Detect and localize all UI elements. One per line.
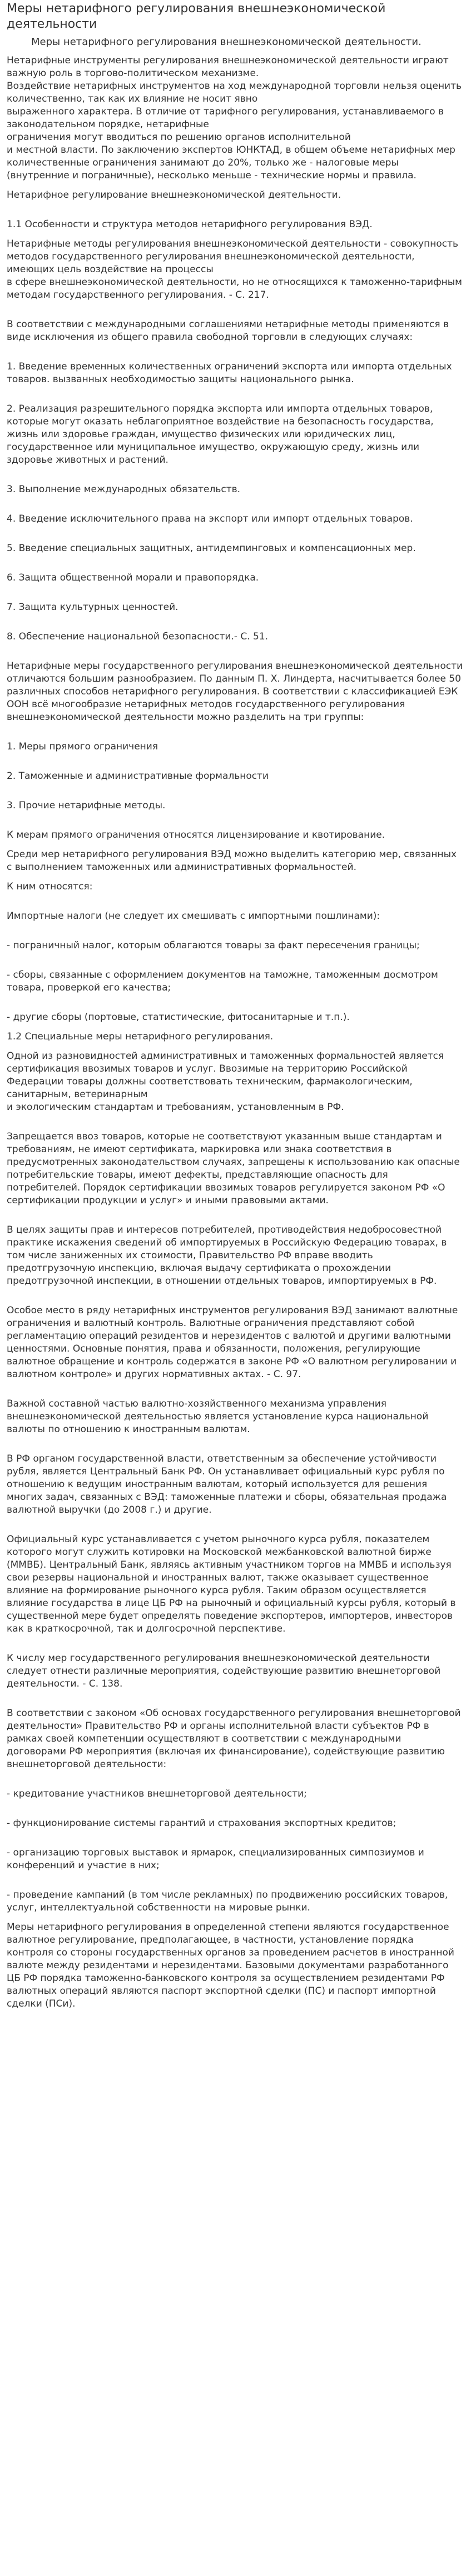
list-item: - другие сборы (портовые, статистические, фитосанитарные и т.п.). (7, 1012, 350, 1023)
paragraph: К числу мер государственного регулирования внешнеэкономической деятельности следует отнести различные мероприятия, содействующие развитию внешнеторговой деятельности. - С. 138. (7, 1653, 441, 1689)
list-item: 3. Прочие нетарифные методы. (7, 800, 166, 811)
list-item: 4. Введение исключительного права на экспорт или импорт отдельных товаров. (7, 513, 413, 524)
paragraph: В соответствии с законом «Об основах государственного регулирования внешнеторговой деятельности» Правительство РФ и органы исполнительной власти субъектов РФ в рамках своей компетенции осуществляют в соответствии с международными договорами РФ мероприятия (включая их финансирование), содействующие развитию внешнеторговой деятельности: (7, 1708, 461, 1770)
paragraph: Среди мер нетарифного регулирования ВЭД можно выделить категорию мер, связанных с выполнением таможенных или административных формальностей. (7, 849, 457, 873)
paragraph: В целях защиты прав и интересов потребителей, противодействия недобросовестной практике искажения сведений об импортируемых в Российскую Федерацию товарах, в том числе заниженных их стоимости, Правительство РФ вправе вводить предотгрузочную инспекцию, включая выдачу сертификата о прохождении предотгрузочной инспекции, в отношении отдельных товаров, импортируемых в РФ. (7, 1224, 447, 1287)
list-item: 1. Меры прямого ограничения (7, 741, 158, 752)
paragraph: Одной из разновидностей административных и таможенных формальностей является сертификация ввозимых товаров и услуг. Ввозимые на территорию Российской Федерации товары должны соответствовать техническим, фармакологическим, санитарным, ветеринарным и экологическим стандартам и требованиям, установленным в РФ. (7, 1051, 444, 1113)
paragraph: Особое место в ряду нетарифных инструментов регулирования ВЭД занимают валютные ограничения и валютный контроль. Валютные ограничения представляют собой регламентацию операций резидентов и нерезидентов с валютой и другими валютными ценностями. Основные понятия, права и обязанности, положения, регулирующие валютное обращение и контроль содержатся в законе РФ «О валютном регулировании и валютном контроле» и других нормативных актах. - С. 97. (7, 1305, 458, 1380)
list-item: - функционирование системы гарантий и страхования экспортных кредитов; (7, 1818, 396, 1829)
page-subtitle: Меры нетарифного регулирования внешнеэкономической деятельности. (31, 36, 422, 48)
section-heading: 1.1 Особенности и структура методов нетарифного регулирования ВЭД. (7, 219, 373, 230)
list-item: 1. Введение временных количественных ограничений экспорта или импорта отдельных товаров. вызванных необходимостью защиты национального рынка. (7, 361, 452, 385)
list-item: 7. Защита культурных ценностей. (7, 602, 179, 613)
paragraph: Нетарифные методы регулирования внешнеэкономической деятельности - совокупность методов государственного регулирования внешнеэкономической деятельности, имеющих цель воздействие на процессы в сфере внешнеэкономической деятельности, но не относящихся к таможенно-тарифным методам государственного регулирования. - С. 217. (7, 238, 463, 301)
list-item: - организацию торговых выставок и ярмарок, специализированных симпозиумов и конференций и участие в них; (7, 1847, 424, 1871)
paragraph: Меры нетарифного регулирования в определенной степени являются государственное валютное регулирование, предполагающее, в частности, установление порядка контроля со стороны государственных органов за проведением расчетов в иностранной валюте между резидентами и нерезидентами. Базовыми документами разработанного ЦБ РФ порядка таможенно-банковского контроля за осуществлением резидентами РФ валютных операций являются паспорт экспортной сделки (ПС) и паспорт импортной сделки (ПСи). (7, 1922, 454, 2009)
paragraph: Важной составной частью валютно-хозяйственного механизма управления внешнеэкономической деятельностью является установление курса национальной валюты по отношению к иностранным валютам. (7, 1398, 429, 1435)
list-item: 8. Обеспечение национальной безопасности.- С. 51. (7, 631, 269, 642)
paragraph: К мерам прямого ограничения относятся лицензирование и квотирование. (7, 829, 385, 841)
list-item: - пограничный налог, которым облагаются товары за факт пересечения границы; (7, 940, 420, 951)
paragraph: К ним относятся: (7, 881, 93, 892)
list-item: - кредитование участников внешнеторговой деятельности; (7, 1788, 307, 1799)
list-item: 6. Защита общественной морали и правопорядка. (7, 572, 259, 583)
page-title: Меры нетарифного регулирования внешнеэкономической деятельности (7, 2, 386, 31)
list-item: 3. Выполнение международных обязательств. (7, 484, 241, 495)
section-heading: 1.2 Специальные меры нетарифного регулирования. (7, 1031, 274, 1042)
list-item: 2. Реализация разрешительного порядка экспорта или импорта отдельных товаров, которые могут оказать неблагоприятное воздействие на безопасность государства, жизнь или здоровье граждан, имущество физических или юридических лиц, государственное или муниципальное имущество, окружающую среду, жизнь или здоровье животных и растений. (7, 403, 434, 466)
section-heading: Нетарифное регулирование внешнеэкономической деятельности. (7, 189, 341, 201)
paragraph: Нетарифные меры государственного регулирования внешнеэкономической деятельности отличаются большим разнообразием. По данным П. Х. Линдерта, насчитывается более 50 различных способов нетарифного регулирования. В соответствии с классификацией ЕЭК ООН всё многообразие нетарифных методов государственного регулирования внешнеэкономической деятельности можно разделить на три группы: (7, 661, 463, 723)
list-item: 2. Таможенные и административные формальности (7, 771, 269, 782)
paragraph: В РФ органом государственной власти, ответственным за обеспечение устойчивости рубля, является Центральный Банк РФ. Он устанавливает официальный курс рубля по отношению к ведущим иностранным валютам, который используется для решения многих задач, связанных с ВЭД: таможенные платежи и сборы, обязательная продажа валютной выручки (до 2008 г.) и другие. (7, 1453, 447, 1515)
paragraph: Официальный курс устанавливается с учетом рыночного курса рубля, показателем которого могут служить котировки на Московской межбанковской валютной бирже (ММВБ). Центральный Банк, являясь активным участником торгов на ММВБ и используя свои резервы национальной и иностранных валют, также оказывает существенное влияние на формирование рыночного курса рубля. Таким образом осуществляется влияние государства в лице ЦБ РФ на рыночный и официальный курсы рубля, который в существенной мере будет определять поведение экспортеров, импортеров, инвесторов как в краткосрочной, так и долгосрочной перспективе. (7, 1534, 456, 1634)
paragraph: Нетарифные инструменты регулирования внешнеэкономической деятельности играют важную роль в торгово-политическом механизме. Воздействие нетарифных инструментов на ход международной торговли нельзя оценить количественно, так как их влияние не носит явно выраженного характера. В отличие от тарифного регулирования, устанавливаемого в законодательном порядке, нетарифные ограничения могут вводиться по решению органов исполнительной и местной власти. По заключению экспертов ЮНКТАД, в общем объеме нетарифных мер количественные ограничения занимают до 20%, только же - налоговые меры (внутренние и пограничные), несколько меньше - технические нормы и правила. (7, 55, 462, 181)
list-item: 5. Введение специальных защитных, антидемпинговых и компенсационных мер. (7, 543, 416, 554)
paragraph: В соответствии с международными соглашениями нетарифные методы применяются в виде исключения из общего правила свободной торговли в следующих случаях: (7, 319, 449, 343)
paragraph: Импортные налоги (не следует их смешивать с импортными пошлинами): (7, 911, 380, 922)
list-item: - проведение кампаний (в том числе рекламных) по продвижению российских товаров, услуг, интеллектуальной собственности на мировые рынки. (7, 1889, 448, 1913)
list-item: - сборы, связанные с оформлением документов на таможне, таможенным досмотром товара, проверкой его качества; (7, 969, 438, 993)
paragraph: Запрещается ввоз товаров, которые не соответствуют указанным выше стандартам и требованиям, не имеют сертификата, маркировка или знака соответствия в предусмотренных законодательством случаях, запрещены к использованию как опасные потребительские товары, имеют дефекты, представляющие опасность для потребителей. Порядок сертификации ввозимых товаров регулируется законом РФ «О сертификации продукции и услуг» и иными правовыми актами. (7, 1131, 460, 1206)
